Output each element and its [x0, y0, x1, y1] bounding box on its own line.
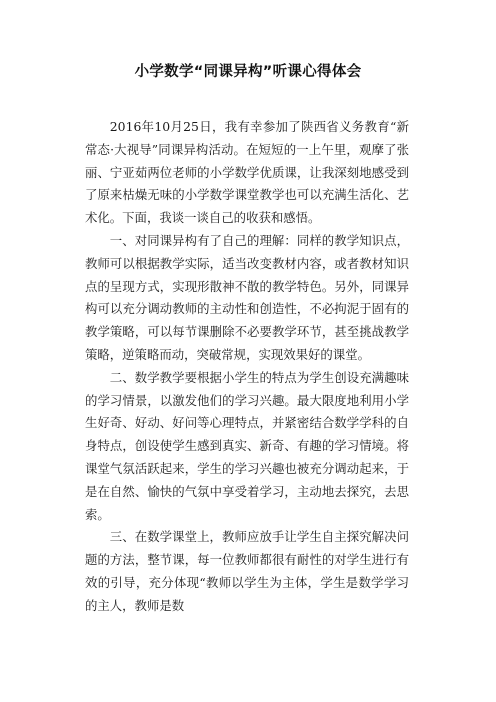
paragraph-point-3: 三、在数学课堂上，教师应放手让学生自主探究解决问题的方法，整节课，每一位教师都很有耐性的对学生进行有效的引导，充分体现“教师以学生为主体，学生是数学学习的主人，教师是数 — [85, 529, 409, 613]
paragraph-intro: 2016年10月25日，我有幸参加了陕西省义务教育“新常态·大视导”同课异构活动。在短短的一上午里，观摩了张丽、宁亚茹两位老师的小学数学优质课，让我深刻地感受到了原来枯燥无味的小学数学课堂教学也可以充满生活化、艺术化。下面，我谈一谈自己的收获和感悟。 — [85, 119, 409, 226]
paragraph-point-1: 一、对同课异构有了自己的理解：同样的教学知识点，教师可以根据教学实际，适当改变教材内容，或者教材知识点的呈现方式，实现形散神不散的教学特色。另外，同课异构可以充分调动教师的主动性和创造性，不必拘泥于固有的教学策略，可以每节课删除不必要教学环节，甚至挑战教学策略，逆策略而动，突破常规，实现效果好的课堂。 — [85, 232, 409, 362]
document-title: 小学数学“同课异构”听课心得体会 — [134, 64, 362, 80]
paragraph-point-2: 二、数学教学要根据小学生的特点为学生创设充满趣味的学习情景，以激发他们的学习兴趣。最大限度地利用小学生好奇、好动、好问等心理特点，并紧密结合数学学科的自身特点，创设使学生感到真实、新奇、有趣的学习情境。将课堂气氛活跃起来，学生的学习兴趣也被充分调动起来，于是在自然、愉快的气氛中享受着学习，主动地去探究，去思索。 — [85, 369, 409, 522]
document-body — [85, 116, 409, 618]
